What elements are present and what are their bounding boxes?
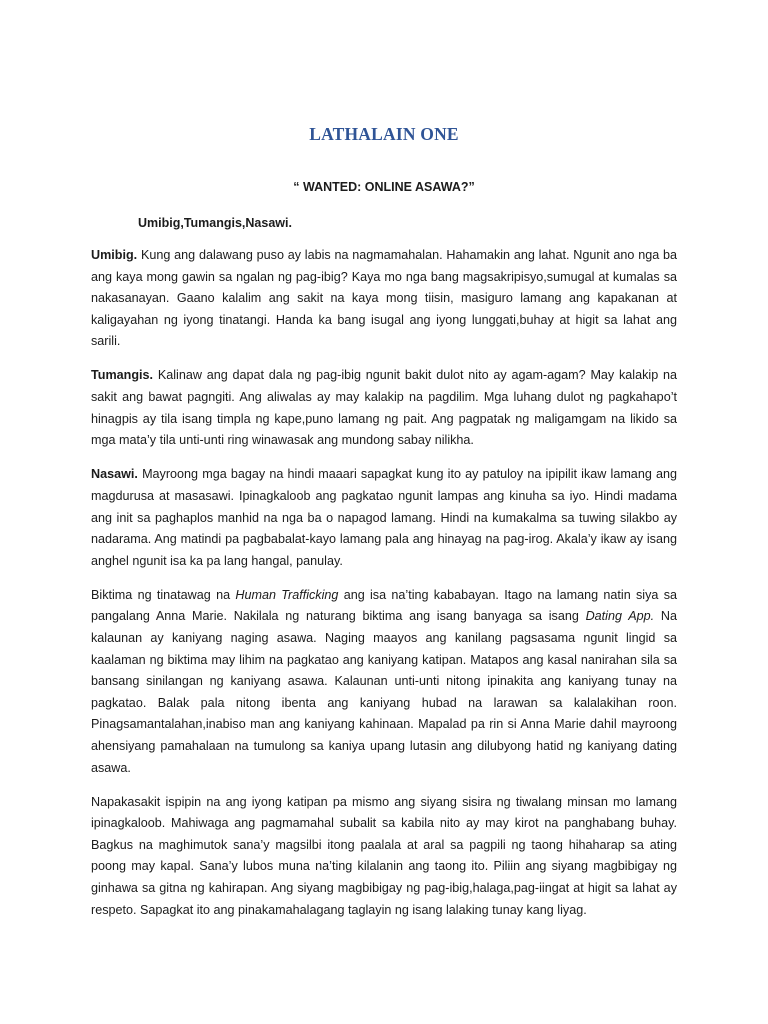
paragraph-text: Napakasakit ispipin na ang iyong katipan pa mismo ang siyang sisira ng tiwalang minsan mo lamang ipinagkaloob. Mahiwaga ang pagmamahal subalit sa kabila nito ay may kirot na panghabang buhay. Bagkus na maghimutok sana’y magsilbi itong paalala at aral sa pagpili ng taong hihaharap sa ating poong may kapal. Sana’y lubos muna na’ting kilalanin ang taong ito. Piliin ang siyang magbibigay ng ginhawa sa gitna ng kahirapan. Ang siyang magbibigay ng pag-ibig,halaga,pag-iingat at higit sa lahat ay respeto. Sapagkat ito ang pinakamahalagang taglayin ng isang lalaking tunay kang liyag. <box>91 794 677 917</box>
article-subtitle: “ WANTED: ONLINE ASAWA?” <box>293 180 475 194</box>
paragraph-text: Na kalaunan ay kaniyang naging asawa. Naging maayos ang kanilang pagsasama ngunit lingid sa kaalaman ng biktima may lihim na pagkatao ang kaniyang katipan. Matapos ang kasal nanirahan sila sa bansang sinilangan ng kaniyang asawa. Kalaunan unti-unti nitong ipinakita ang kaniyang tunay na pagkatao. Balak pala nitong ibenta ang kaniyang hubad na larawan sa kalalakihan roon. Pinagsamantalahan,inabiso man ang kaniyang kahinaan. Mapalad pa rin si Anna Marie dahil mayroong ahensiyang pamahalaan na tumulong sa kaniya upang lutasin ang dilubyong hatid ng kaniyang dating asawa. <box>91 609 677 775</box>
article-keywords: Umibig,Tumangis,Nasawi. <box>138 216 292 230</box>
paragraph-lead: Umibig. <box>91 248 138 262</box>
paragraph-nasawi <box>91 464 677 572</box>
paragraph-story <box>91 585 677 779</box>
article-body <box>91 245 677 934</box>
emphasis-human-trafficking: Human Trafficking <box>235 587 339 602</box>
document-title: LATHALAIN ONE <box>309 124 459 144</box>
paragraph-tumangis <box>91 365 677 451</box>
paragraph-text: Kalinaw ang dapat dala ng pag-ibig ngunit bakit dulot nito ay agam-agam? May kalakip na sakit ang bawat pagngiti. Ang aliwalas ay may kalakip na pagdilim. Mga luhang dulot ng pagkahapo’t hinagpis ay tila isang timpla ng kape,puno lamang ng pait. Ang pagpatak ng maligamgam na likido sa mga mata’y tila unti-unti ring winawasak ang mundong sabay nilikha. <box>91 368 677 448</box>
paragraph-conclusion <box>91 792 677 922</box>
paragraph-text: ang isa na’ting kababayan. Itago na lamang natin siya sa pangalang Anna Marie. Nakilala ng naturang biktima ang isang banyaga sa isang <box>91 587 677 624</box>
paragraph-umibig <box>91 245 677 353</box>
paragraph-text: Kung ang dalawang puso ay labis na nagmamahalan. Hahamakin ang lahat. Ngunit ano nga ba ang kaya mong gawin sa ngalan ng pag-ibig? Kaya mo nga bang magsakripisyo,sumugal at kumalas sa nakasanayan. Gaano kalalim ang sakit na kaya mong tiisin, masiguro lamang ang kapakanan at kaligayahan ng iyong tinatangi. Handa ka bang isugal ang iyong lunggati,buhay at higit sa lahat ang sarili. <box>91 248 677 349</box>
paragraph-text: Mayroong mga bagay na hindi maaari sapagkat kung ito ay patuloy na ipipilit ikaw lamang ang magdurusa at masasawi. Ipinagkaloob ang pagkatao ngunit lampas ang kinuha sa iyo. Hindi madama ang init sa paghaplos manhid na nga ba o napagod lamang. Hindi na kumakalma sa tuwing silakbo ay nadarama. Ang matindi pa pagbabalat-kayo lamang pala ang hinayag na pag-irog. Akala’y ikaw ay isang anghel ngunit isa ka pa lang hangal, panulay. <box>91 467 677 568</box>
emphasis-dating-app: Dating App. <box>585 609 655 624</box>
paragraph-text: Biktima ng tinatawag na <box>91 587 236 602</box>
paragraph-lead: Nasawi. <box>91 467 138 482</box>
paragraph-lead: Tumangis. <box>91 368 154 383</box>
